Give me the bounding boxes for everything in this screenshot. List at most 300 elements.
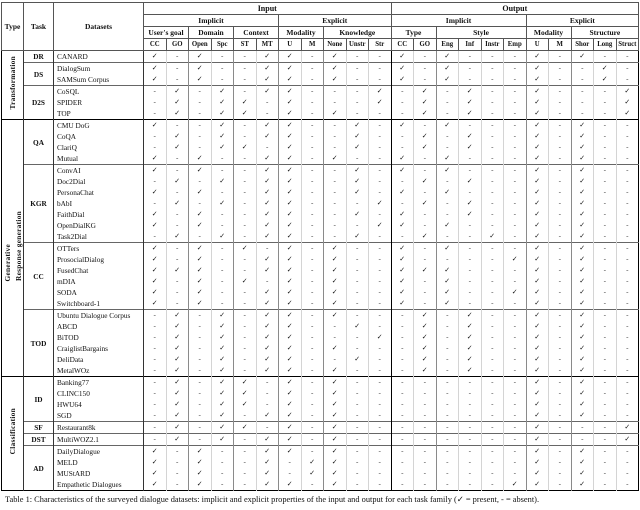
mark-cell <box>504 321 527 332</box>
mark-cell <box>211 422 234 434</box>
mark-cell <box>436 287 459 298</box>
mark-cell <box>234 108 257 120</box>
check-mark: ✓ <box>264 210 271 218</box>
dash-mark: - <box>221 154 224 162</box>
dash-mark: - <box>558 87 561 95</box>
mark-cell <box>481 310 504 322</box>
check-mark: ✓ <box>264 199 271 207</box>
mark-cell <box>346 176 369 187</box>
mark-cell <box>616 287 639 298</box>
mark-cell <box>324 51 347 63</box>
dash-mark: - <box>491 132 494 140</box>
mark-cell <box>256 321 279 332</box>
dash-mark: - <box>558 221 561 229</box>
mark-cell <box>571 231 594 243</box>
dash-mark: - <box>558 366 561 374</box>
mark-cell <box>279 131 302 142</box>
mark-cell <box>369 142 392 153</box>
mark-cell <box>436 468 459 479</box>
dash-mark: - <box>513 389 516 397</box>
mark-cell <box>526 187 549 198</box>
dash-mark: - <box>603 458 606 466</box>
mark-cell <box>526 51 549 63</box>
dash-mark: - <box>333 333 336 341</box>
mark-cell <box>594 86 617 98</box>
mark-cell <box>414 187 437 198</box>
mark-cell <box>369 153 392 165</box>
mark-cell <box>189 231 212 243</box>
check-mark: ✓ <box>399 121 406 129</box>
dash-mark: - <box>198 322 201 330</box>
mark-cell <box>211 97 234 108</box>
check-mark: ✓ <box>219 132 226 140</box>
dash-mark: - <box>603 435 606 443</box>
mark-cell <box>594 120 617 132</box>
mark-cell <box>571 51 594 63</box>
dash-mark: - <box>603 299 606 307</box>
col-header-explicit-3: Explicit <box>526 15 639 27</box>
mark-cell <box>549 434 572 446</box>
mark-cell <box>571 265 594 276</box>
mark-cell <box>549 243 572 255</box>
mark-cell <box>616 276 639 287</box>
dash-mark: - <box>603 199 606 207</box>
dash-mark: - <box>378 447 381 455</box>
dash-mark: - <box>423 75 426 83</box>
mark-cell <box>324 187 347 198</box>
mark-cell <box>459 63 482 75</box>
mark-cell <box>481 176 504 187</box>
mark-cell <box>234 434 257 446</box>
dataset-cell: OTTers <box>54 243 144 255</box>
mark-cell <box>211 209 234 220</box>
mark-cell <box>189 108 212 120</box>
mark-cell <box>459 468 482 479</box>
dash-mark: - <box>153 389 156 397</box>
dash-mark: - <box>311 121 314 129</box>
dash-mark: - <box>626 458 629 466</box>
dash-mark: - <box>468 244 471 252</box>
mark-cell <box>279 332 302 343</box>
mark-cell <box>301 176 324 187</box>
mark-cell <box>301 310 324 322</box>
dash-mark: - <box>513 344 516 352</box>
mark-cell <box>234 287 257 298</box>
dash-mark: - <box>333 188 336 196</box>
mark-cell <box>256 142 279 153</box>
dash-mark: - <box>243 221 246 229</box>
mark-cell <box>526 310 549 322</box>
mark-cell <box>481 468 504 479</box>
mark-cell <box>616 354 639 365</box>
mark-cell <box>526 276 549 287</box>
dash-mark: - <box>558 64 561 72</box>
mark-cell <box>436 108 459 120</box>
mark-cell <box>211 86 234 98</box>
dash-mark: - <box>423 447 426 455</box>
dash-mark: - <box>491 288 494 296</box>
dataset-cell: DialogSum <box>54 63 144 75</box>
mark-cell <box>549 209 572 220</box>
dash-mark: - <box>243 299 246 307</box>
mark-cell <box>549 265 572 276</box>
mark-cell <box>369 321 392 332</box>
type-label: Response generation <box>14 211 23 281</box>
mark-cell <box>414 51 437 63</box>
dash-mark: - <box>401 458 404 466</box>
dash-mark: - <box>243 199 246 207</box>
mark-cell <box>346 354 369 365</box>
type-cell <box>2 120 24 377</box>
check-mark: ✓ <box>286 311 293 319</box>
mark-cell <box>256 446 279 458</box>
mark-cell <box>526 399 549 410</box>
dash-mark: - <box>401 311 404 319</box>
mark-cell <box>324 142 347 153</box>
check-mark: ✓ <box>151 52 158 60</box>
check-mark: ✓ <box>286 423 293 431</box>
mark-cell <box>526 265 549 276</box>
mark-cell <box>301 142 324 153</box>
mark-cell <box>346 468 369 479</box>
check-mark: ✓ <box>286 447 293 455</box>
mark-cell <box>166 265 189 276</box>
mark-cell <box>301 446 324 458</box>
mark-cell <box>616 479 639 491</box>
mark-cell <box>436 365 459 377</box>
dash-mark: - <box>153 143 156 151</box>
check-mark: ✓ <box>264 355 271 363</box>
mark-cell <box>571 422 594 434</box>
mark-cell <box>279 422 302 434</box>
mark-cell <box>346 265 369 276</box>
check-mark: ✓ <box>286 210 293 218</box>
mark-cell <box>459 142 482 153</box>
dash-mark: - <box>401 87 404 95</box>
check-mark: ✓ <box>196 188 203 196</box>
dash-mark: - <box>603 344 606 352</box>
dash-mark: - <box>626 333 629 341</box>
mark-cell <box>211 231 234 243</box>
dash-mark: - <box>311 288 314 296</box>
dash-mark: - <box>356 389 359 397</box>
dash-mark: - <box>221 255 224 263</box>
mark-cell <box>166 142 189 153</box>
check-mark: ✓ <box>219 143 226 151</box>
mark-cell <box>391 287 414 298</box>
mark-cell <box>144 165 167 177</box>
mark-cell <box>166 399 189 410</box>
dash-mark: - <box>378 109 381 117</box>
dash-mark: - <box>356 311 359 319</box>
dash-mark: - <box>311 255 314 263</box>
mark-cell <box>549 276 572 287</box>
dash-mark: - <box>311 75 314 83</box>
dash-mark: - <box>356 288 359 296</box>
task-cell: QA <box>24 120 54 165</box>
dash-mark: - <box>468 232 471 240</box>
mark-cell <box>369 231 392 243</box>
dash-mark: - <box>266 244 269 252</box>
mark-cell <box>616 142 639 153</box>
mark-cell <box>549 410 572 422</box>
mark-cell <box>166 343 189 354</box>
mark-cell <box>166 97 189 108</box>
check-mark: ✓ <box>579 480 586 488</box>
mark-cell <box>144 365 167 377</box>
mark-cell <box>571 209 594 220</box>
dash-mark: - <box>423 277 426 285</box>
mark-cell <box>526 410 549 422</box>
dash-mark: - <box>153 311 156 319</box>
dash-mark: - <box>513 266 516 274</box>
dash-mark: - <box>198 232 201 240</box>
mark-cell <box>144 86 167 98</box>
dash-mark: - <box>513 469 516 477</box>
check-mark: ✓ <box>331 480 338 488</box>
check-mark: ✓ <box>534 52 541 60</box>
dash-mark: - <box>311 177 314 185</box>
mark-cell <box>279 265 302 276</box>
check-mark: ✓ <box>466 210 473 218</box>
mark-cell <box>346 209 369 220</box>
dataset-cell: MELD <box>54 457 144 468</box>
dash-mark: - <box>356 75 359 83</box>
mark-cell <box>256 276 279 287</box>
mark-cell <box>459 287 482 298</box>
mark-cell <box>301 231 324 243</box>
check-mark: ✓ <box>534 277 541 285</box>
dataset-cell: DailyDialogue <box>54 446 144 458</box>
table-row <box>2 265 639 276</box>
check-mark: ✓ <box>534 87 541 95</box>
mark-cell <box>234 153 257 165</box>
mark-cell <box>504 108 527 120</box>
mark-cell <box>414 354 437 365</box>
mark-cell <box>189 298 212 310</box>
mark-cell <box>414 254 437 265</box>
dash-mark: - <box>603 188 606 196</box>
check-mark: ✓ <box>219 378 226 386</box>
dash-mark: - <box>581 87 584 95</box>
check-mark: ✓ <box>579 154 586 162</box>
check-mark: ✓ <box>151 458 158 466</box>
mark-cell <box>256 120 279 132</box>
dash-mark: - <box>446 232 449 240</box>
check-mark: ✓ <box>399 266 406 274</box>
mark-cell <box>234 120 257 132</box>
dash-mark: - <box>423 435 426 443</box>
dash-mark: - <box>198 389 201 397</box>
mark-cell <box>616 365 639 377</box>
mark-cell <box>301 265 324 276</box>
mark-cell <box>256 51 279 63</box>
mark-cell <box>391 388 414 399</box>
mark-cell <box>211 276 234 287</box>
dash-mark: - <box>266 277 269 285</box>
mark-cell <box>616 153 639 165</box>
mark-cell <box>324 153 347 165</box>
check-mark: ✓ <box>264 311 271 319</box>
mark-cell <box>211 310 234 322</box>
dash-mark: - <box>153 435 156 443</box>
mark-cell <box>301 354 324 365</box>
dash-mark: - <box>378 166 381 174</box>
mark-cell <box>391 321 414 332</box>
dash-mark: - <box>243 344 246 352</box>
mark-cell <box>526 198 549 209</box>
mark-cell <box>571 377 594 389</box>
mark-cell <box>459 198 482 209</box>
check-mark: ✓ <box>399 64 406 72</box>
mark-cell <box>256 468 279 479</box>
check-mark: ✓ <box>286 154 293 162</box>
dash-mark: - <box>513 166 516 174</box>
dash-mark: - <box>378 188 381 196</box>
dash-mark: - <box>356 98 359 106</box>
mark-cell <box>616 388 639 399</box>
mark-cell <box>166 287 189 298</box>
check-mark: ✓ <box>624 435 631 443</box>
mark-cell <box>549 332 572 343</box>
dash-mark: - <box>491 423 494 431</box>
mark-cell <box>616 231 639 243</box>
mark-cell <box>324 63 347 75</box>
table-row <box>2 220 639 231</box>
dash-mark: - <box>176 188 179 196</box>
mark-cell <box>301 198 324 209</box>
mark-cell <box>279 310 302 322</box>
col-header-domain: Domain <box>189 27 234 39</box>
dash-mark: - <box>153 109 156 117</box>
dash-mark: - <box>356 199 359 207</box>
table-row <box>2 298 639 310</box>
mark-cell <box>256 86 279 98</box>
mark-cell <box>526 321 549 332</box>
check-mark: ✓ <box>241 389 248 397</box>
dash-mark: - <box>513 400 516 408</box>
mark-cell <box>346 231 369 243</box>
mark-cell <box>301 165 324 177</box>
mark-cell <box>459 120 482 132</box>
dash-mark: - <box>311 109 314 117</box>
mark-cell <box>571 410 594 422</box>
dash-mark: - <box>491 277 494 285</box>
dash-mark: - <box>626 166 629 174</box>
mark-cell <box>459 276 482 287</box>
dash-mark: - <box>356 64 359 72</box>
dash-mark: - <box>153 366 156 374</box>
check-mark: ✓ <box>219 121 226 129</box>
dash-mark: - <box>626 299 629 307</box>
check-mark: ✓ <box>444 244 451 252</box>
dash-mark: - <box>423 288 426 296</box>
mark-cell <box>301 209 324 220</box>
check-mark: ✓ <box>174 232 181 240</box>
mark-cell <box>144 343 167 354</box>
dash-mark: - <box>603 311 606 319</box>
dash-mark: - <box>243 435 246 443</box>
dash-mark: - <box>401 355 404 363</box>
mark-cell <box>616 399 639 410</box>
mark-cell <box>211 153 234 165</box>
mark-cell <box>369 388 392 399</box>
mark-cell <box>481 422 504 434</box>
dash-mark: - <box>513 355 516 363</box>
mark-cell <box>324 198 347 209</box>
mark-cell <box>256 434 279 446</box>
dash-mark: - <box>468 447 471 455</box>
dash-mark: - <box>513 98 516 106</box>
mark-cell <box>526 365 549 377</box>
dash-mark: - <box>356 435 359 443</box>
dash-mark: - <box>153 132 156 140</box>
dash-mark: - <box>626 244 629 252</box>
table-row <box>2 165 639 177</box>
mark-cell <box>369 86 392 98</box>
mark-cell <box>436 209 459 220</box>
mark-cell <box>144 63 167 75</box>
dash-mark: - <box>378 322 381 330</box>
mark-cell <box>324 243 347 255</box>
mark-cell <box>189 176 212 187</box>
dash-mark: - <box>311 277 314 285</box>
mark-cell <box>324 74 347 86</box>
dash-mark: - <box>266 378 269 386</box>
dash-mark: - <box>513 411 516 419</box>
check-mark: ✓ <box>286 322 293 330</box>
mark-cell <box>414 231 437 243</box>
dash-mark: - <box>221 266 224 274</box>
mark-cell <box>211 51 234 63</box>
check-mark: ✓ <box>421 333 428 341</box>
dash-mark: - <box>311 98 314 106</box>
check-mark: ✓ <box>219 98 226 106</box>
check-mark: ✓ <box>151 288 158 296</box>
mark-cell <box>481 198 504 209</box>
check-mark: ✓ <box>174 177 181 185</box>
dash-mark: - <box>221 210 224 218</box>
check-mark: ✓ <box>286 188 293 196</box>
mark-cell <box>279 321 302 332</box>
dash-mark: - <box>356 266 359 274</box>
dash-mark: - <box>603 366 606 374</box>
mark-cell <box>414 276 437 287</box>
check-mark: ✓ <box>151 154 158 162</box>
check-mark: ✓ <box>466 366 473 374</box>
type-cell <box>2 51 24 120</box>
dash-mark: - <box>356 244 359 252</box>
check-mark: ✓ <box>174 344 181 352</box>
check-mark: ✓ <box>489 232 496 240</box>
task-cell: DR <box>24 51 54 63</box>
mark-cell <box>414 365 437 377</box>
mark-cell <box>549 198 572 209</box>
dash-mark: - <box>513 244 516 252</box>
mark-cell <box>549 131 572 142</box>
mark-cell <box>571 468 594 479</box>
dash-mark: - <box>446 255 449 263</box>
mark-cell <box>459 243 482 255</box>
mark-cell <box>346 198 369 209</box>
check-mark: ✓ <box>331 109 338 117</box>
check-mark: ✓ <box>196 469 203 477</box>
mark-cell <box>504 243 527 255</box>
dash-mark: - <box>513 311 516 319</box>
dash-mark: - <box>626 132 629 140</box>
mark-cell <box>211 108 234 120</box>
mark-cell <box>526 86 549 98</box>
